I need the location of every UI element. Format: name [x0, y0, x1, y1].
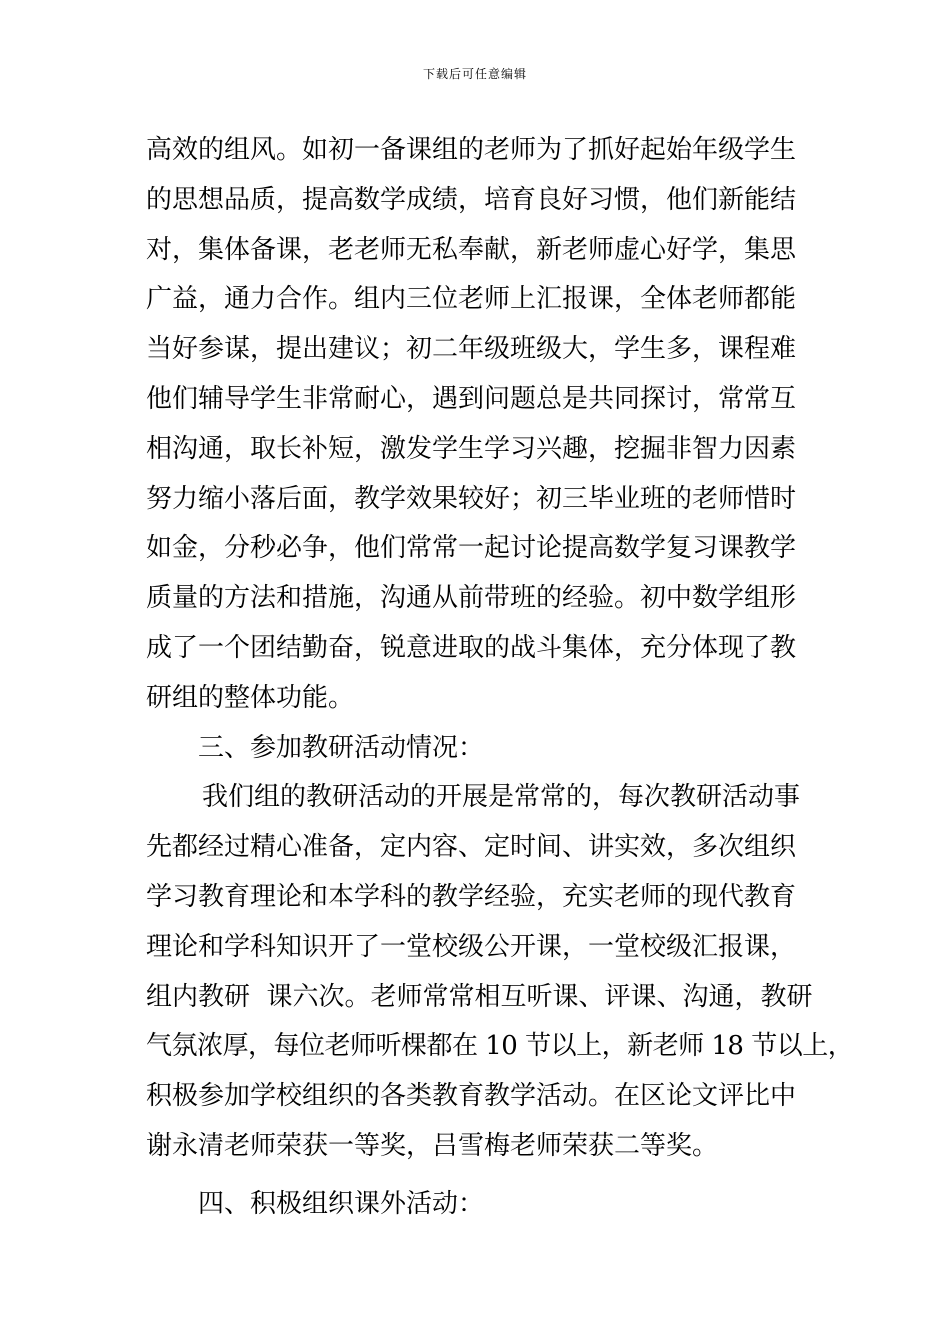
- paragraph-line: 学习教育理论和本学科的教学经验，充实老师的现代教育: [146, 881, 797, 912]
- paragraph-line: 如金，分秒必争，他们常常一起讨论提高数学复习课教学: [146, 533, 797, 564]
- paragraph-line: 研组的整体功能。: [146, 682, 355, 713]
- paragraph-line: 当好参谋，提出建议；初二年级班级大，学生多，课程难: [146, 334, 797, 365]
- paragraph-line: 谢永清老师荣获一等奖，吕雪梅老师荣获二等奖。: [146, 1130, 719, 1161]
- paragraph-line: 的思想品质，提高数学成绩，培育良好习惯，他们新能结: [146, 184, 797, 215]
- paragraph-line: 广益，通力合作。组内三位老师上汇报课，全体老师都能: [146, 284, 797, 315]
- paragraph-line: 成了一个团结勤奋，锐意进取的战斗集体，充分体现了教: [146, 632, 797, 663]
- paragraph-line: 他们辅导学生非常耐心，遇到问题总是共同探讨，常常互: [146, 383, 797, 414]
- paragraph-line: 气氛浓厚，每位老师听棵都在 10 节以上，新老师 18 节以上，: [146, 1031, 854, 1062]
- section-heading-3: 三、参加教研活动情况：: [198, 732, 485, 763]
- paragraph-line: 组内教研 课六次。老师常常相互听课、评课、沟通，教研: [146, 981, 813, 1012]
- section-heading-4: 四、积极组织课外活动：: [198, 1188, 485, 1219]
- document-body: [146, 126, 854, 1230]
- paragraph-line: 我们组的教研活动的开展是常常的，每次教研活动事: [202, 782, 801, 813]
- paragraph-line: 对，集体备课，老老师无私奉献，新老师虚心好学，集思: [146, 234, 797, 265]
- paragraph-line: 质量的方法和措施，沟通从前带班的经验。初中数学组形: [146, 583, 797, 614]
- paragraph-line: 相沟通，取长补短，激发学生学习兴趣，挖掘非智力因素: [146, 433, 797, 464]
- page-header-note: 下载后可任意编辑: [422, 67, 527, 81]
- paragraph-line: 努力缩小落后面，教学效果较好；初三毕业班的老师惜时: [146, 483, 797, 514]
- paragraph-line: 理论和学科知识开了一堂校级公开课，一堂校级汇报课，: [146, 931, 797, 962]
- paragraph-line: 积极参加学校组织的各类教育教学活动。在区论文评比中: [146, 1081, 797, 1112]
- paragraph-line: 高效的组风。如初一备课组的老师为了抓好起始年级学生: [146, 135, 797, 165]
- paragraph-line: 先都经过精心准备，定内容、定时间、讲实效，多次组织: [146, 832, 797, 863]
